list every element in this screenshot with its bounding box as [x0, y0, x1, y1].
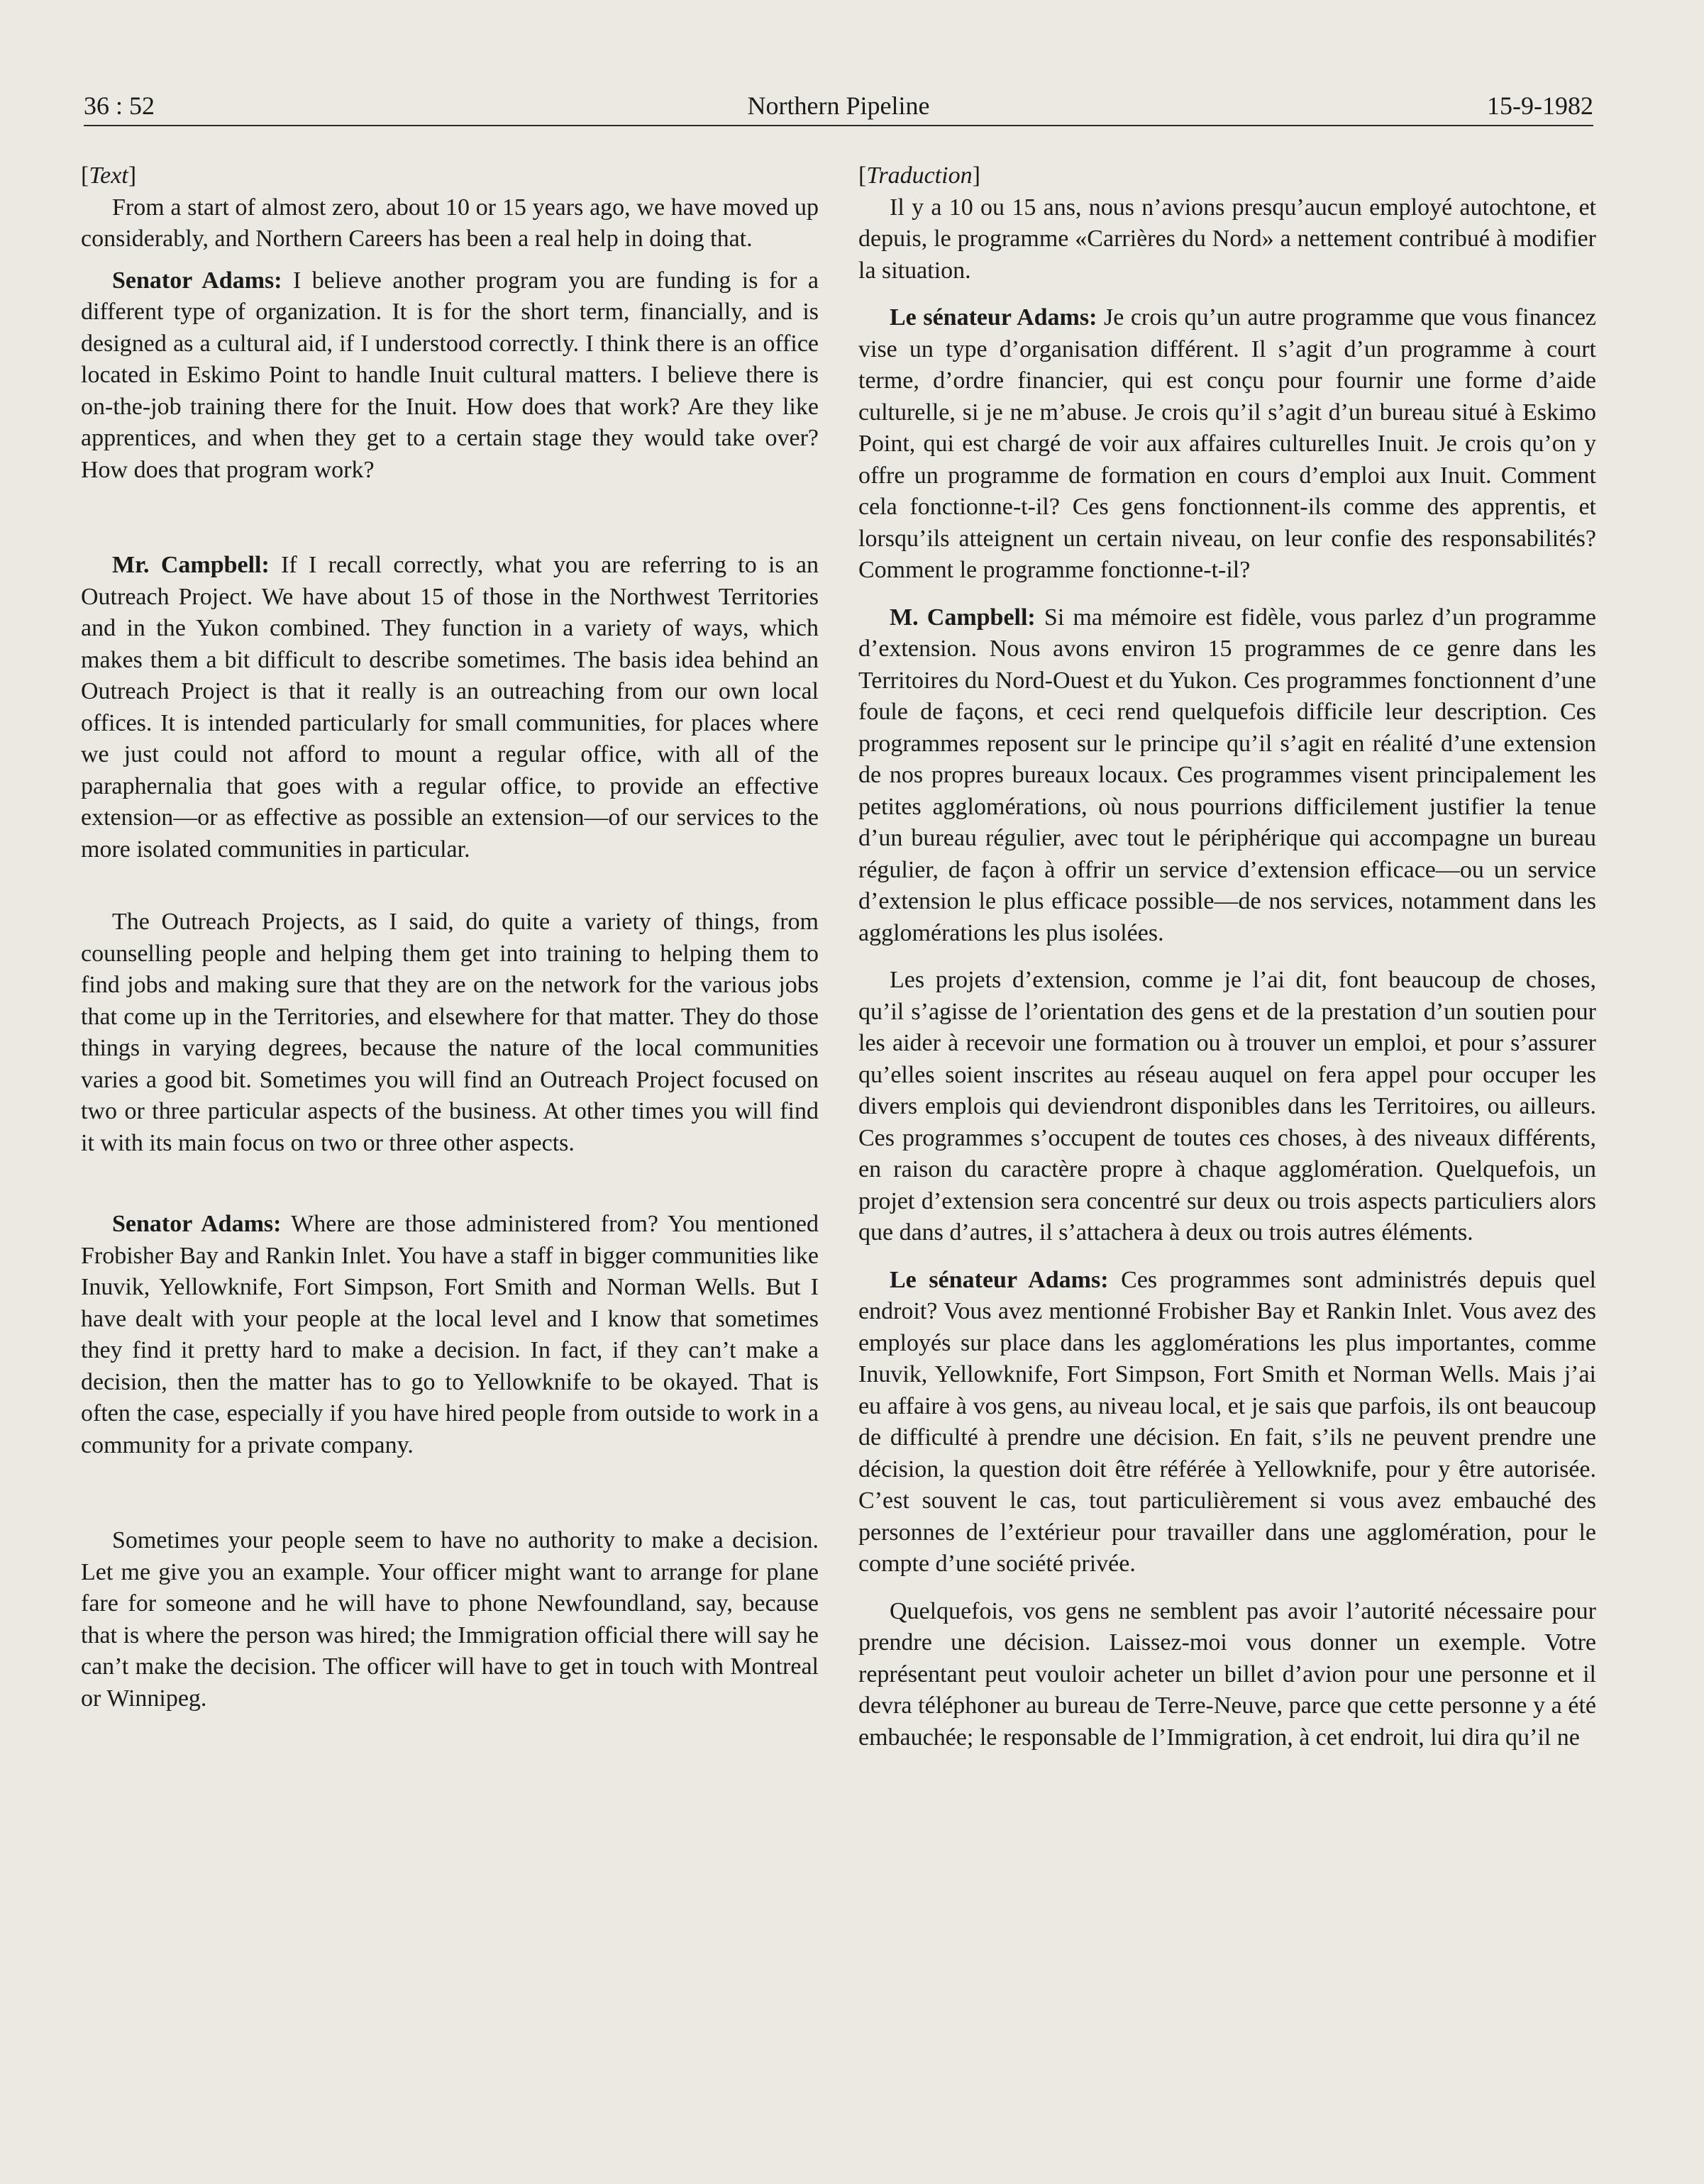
- paragraph: Les projets d’extension, comme je l’ai dit, font beaucoup de choses, qu’il s’agisse de l’orientation des gens et de la prestation d’un soutien pour les aider à recevoir une formation ou à trouver un emploi, et pour s’assurer qu’elles soient inscrites au réseau auquel on fera appel pour occuper les divers emplois qui deviendront disponibles dans les Territoires, ou ailleurs. Ces programmes s’occupent de toutes ces choses, à des niveaux différents, en raison du caractère propre à chaque agglomération. Quelquefois, un projet d’extension sera concentré sur deux ou trois aspects particuliers alors que dans d’autres, il s’attachera à deux ou trois autres éléments.: [858, 967, 1596, 1246]
- speaker-name: Mr. Campbell:: [112, 552, 270, 578]
- english-column: [81, 160, 819, 1714]
- paragraph: From a start of almost zero, about 10 or 15 years ago, we have moved up considerably, and Northern Careers has been a real help in doing that.: [81, 194, 819, 252]
- french-column: [858, 160, 1596, 1753]
- publication-title: Northern Pipeline: [747, 92, 930, 120]
- paragraph: Quelquefois, vos gens ne semblent pas avoir l’autorité nécessaire pour prendre une décision. Laissez-moi vous donner un exemple. Votre représentant peut vouloir acheter un billet d’avion pour une personne et il devra téléphoner au bureau de Terre-Neuve, parce que cette personne y a été embauchée; le responsable de l’Immigration, à cet endroit, lui dira qu’il ne: [858, 1597, 1596, 1751]
- page-number: 36 : 52: [84, 92, 155, 120]
- publication-date: 15-9-1982: [1487, 92, 1593, 120]
- page-header: [84, 85, 1593, 126]
- section-label-english: [Text]: [81, 162, 137, 189]
- section-label-french: [Traduction]: [858, 162, 980, 189]
- paragraph: Le sénateur Adams: Ces programmes sont administrés depuis quel endroit? Vous avez mentionné Frobisher Bay et Rankin Inlet. Vous avez des employés sur place dans les agglomérations les plus importantes, comme Inuvik, Yellowknife, Fort Simpson, Fort Smith et Norman Wells. Mais j’ai eu affaire à vos gens, au niveau local, et je sais que parfois, ils ont beaucoup de difficulté à prendre une décision. En fait, s’ils ne peuvent prendre une décision, la question doit être référée à Yellowknife, pour y être autorisée. C’est souvent le cas, tout particulièrement si vous avez embauché des personnes de l’extérieur pour travailler dans une agglomération, pour le compte d’une société privée.: [858, 1266, 1597, 1577]
- paragraph: Senator Adams: Where are those administered from? You mentioned Frobisher Bay and Rankin Inlet. You have a staff in bigger communities like Inuvik, Yellowknife, Fort Simpson, Fort Smith and Norman Wells. But I have dealt with your people at the local level and I know that sometimes they find it pretty hard to make a decision. In fact, if they can’t make a decision, then the matter has to go to Yellowknife to be okayed. That is often the case, especially if you have hired people from outside to work in a community for a private company.: [81, 1211, 819, 1458]
- paragraph: Le sénateur Adams: Je crois qu’un autre programme que vous financez vise un type d’organisation différent. Il s’agit d’un programme à court terme, d’ordre financier, qui est conçu pour fournir une forme d’aide culturelle, si je ne m’abuse. Je crois qu’il s’agit d’un bureau situé à Eskimo Point, qui est chargé de voir aux affaires culturelles Inuit. Je crois qu’on y offre un programme de formation en cours d’emploi aux Inuit. Comment cela fonctionne-t-il? Ces gens fonctionnent-ils comme des apprentis, et lorsqu’ils atteignent un certain niveau, on leur confie des responsabilités? Comment le programme fonctionne-t-il?: [858, 304, 1596, 583]
- paragraph: Mr. Campbell: If I recall correctly, what you are referring to is an Outreach Project. We have about 15 of those in the Northwest Territories and in the Yukon combined. They function in a variety of ways, which makes them a bit difficult to describe sometimes. The basis idea behind an Outreach Project is that it really is an outreaching from our own local offices. It is intended particularly for small communities, for places where we just could not afford to mount a regular office, with all of the paraphernalia that goes with a regular office, to provide an effective extension—or as effective as possible an extension—of our services to the more isolated communities in particular.: [81, 552, 819, 863]
- paragraph: Senator Adams: I believe another program you are funding is for a different type of organization. It is for the short term, financially, and is designed as a cultural aid, if I understood correctly. I think there is an office located in Eskimo Point to handle Inuit cultural matters. I believe there is on-the-job training there for the Inuit. How does that work? Are they like apprentices, and when they get to a certain stage they would take over? How does that program work?: [81, 267, 819, 483]
- speaker-name: Senator Adams:: [112, 267, 282, 294]
- paragraph: The Outreach Projects, as I said, do quite a variety of things, from counselling people and helping them get into training to helping them to find jobs and making sure that they are on the network for the various jobs that come up in the Territories, and elsewhere for that matter. They do those things in varying degrees, because the nature of the local communities varies a good bit. Sometimes you will find an Outreach Project focused on two or three particular aspects of the business. At other times you will find it with its main focus on two or three other aspects.: [81, 909, 819, 1156]
- paragraph: M. Campbell: Si ma mémoire est fidèle, vous parlez d’un programme d’extension. Nous avons environ 15 programmes de ce genre dans les Territoires du Nord-Ouest et du Yukon. Ces programmes fonctionnent d’une foule de façons, et ceci rend quelquefois difficile leur description. Ces programmes reposent sur le principe qu’il s’agit en réalité d’une extension de nos propres bureaux locaux. Ces programmes visent principalement les petites agglomérations, où nous pourrions difficilement justifier la tenue d’un bureau régulier, avec tout le périphérique qui accompagne un bureau régulier, de façon à offrir un service d’extension efficace—ou un service d’extension le plus efficace possible—de nos services, notamment dans les agglomérations les plus isolées.: [858, 604, 1596, 946]
- speaker-name: Le sénateur Adams:: [890, 304, 1097, 331]
- speaker-name: M. Campbell:: [890, 604, 1036, 631]
- speaker-name: Senator Adams:: [112, 1211, 282, 1237]
- speaker-name: Le sénateur Adams:: [890, 1266, 1109, 1293]
- paragraph: Sometimes your people seem to have no authority to make a decision. Let me give you an example. Your officer might want to arrange for plane fare for someone and he will have to phone Newfoundland, say, because that is where the person was hired; the Immigration official there will say he can’t make the decision. The officer will have to get in touch with Montreal or Winnipeg.: [81, 1527, 819, 1712]
- paragraph: Il y a 10 ou 15 ans, nous n’avions presqu’aucun employé autochtone, et depuis, le programme «Carrières du Nord» a nettement contribué à modifier la situation.: [858, 194, 1596, 284]
